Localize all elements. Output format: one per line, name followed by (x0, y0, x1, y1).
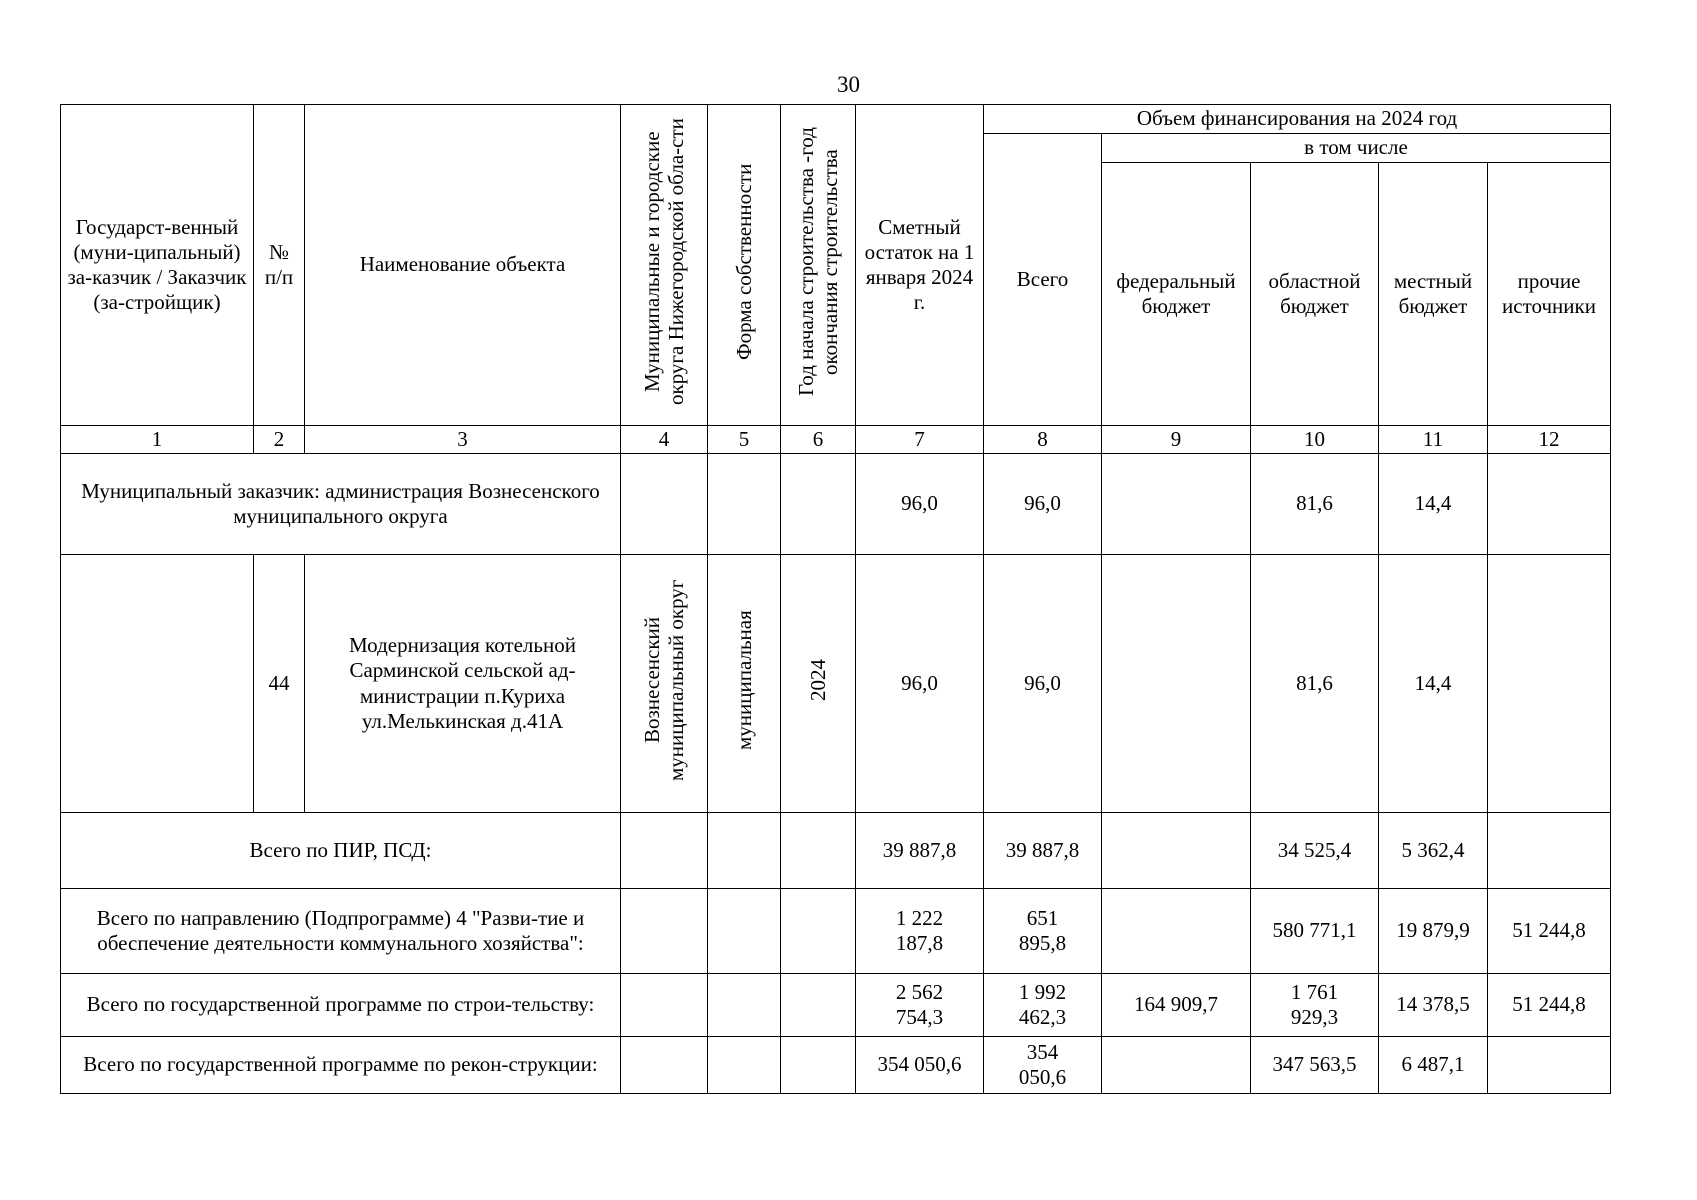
column-number: 4 (621, 426, 708, 454)
column-number: 5 (708, 426, 781, 454)
header-row (61, 105, 1611, 134)
object-ownership: муниципальная (731, 610, 756, 751)
column-number: 12 (1488, 426, 1611, 454)
summary-regional: 347 563,5 (1251, 1037, 1379, 1094)
page-number: 30 (837, 72, 860, 97)
summary-regional: 1 761 929,3 (1251, 974, 1379, 1037)
group-regional: 81,6 (1251, 454, 1379, 555)
summary-empty-cell (708, 889, 781, 974)
group-row (61, 454, 1611, 555)
summary-label: Всего по государственной программе по строи-тельству: (61, 974, 621, 1037)
summary-empty-cell (708, 974, 781, 1037)
summary-other: 51 244,8 (1488, 974, 1611, 1037)
header-number: № п/п (254, 105, 305, 426)
header-regional: областной бюджет (1251, 163, 1379, 426)
summary-total: 354 050,6 (984, 1037, 1102, 1094)
summary-regional: 580 771,1 (1251, 889, 1379, 974)
summary-total: 651 895,8 (984, 889, 1102, 974)
header-municipality-cell (621, 105, 708, 426)
object-name: Модернизация котельной Сарминской сельской ад-министрации п.Куриха ул.Мелькинская д.41А (305, 555, 621, 813)
header-estimate: Сметный остаток на 1 января 2024 г. (856, 105, 984, 426)
group-municipality (621, 454, 708, 555)
summary-empty-cell (708, 1037, 781, 1094)
group-label: Муниципальный заказчик: администрация Вознесенского муниципального округа (61, 454, 621, 555)
group-other (1488, 454, 1611, 555)
summary-empty-cell (781, 813, 856, 889)
header-years-cell (781, 105, 856, 426)
summary-other (1488, 1037, 1611, 1094)
summary-empty-cell (621, 1037, 708, 1094)
summary-label: Всего по направлению (Подпрограмме) 4 "Разви-тие и обеспечение деятельности коммунального хозяйства": (61, 889, 621, 974)
object-row (61, 555, 1611, 813)
object-total: 96,0 (984, 555, 1102, 813)
summary-empty-cell (621, 889, 708, 974)
summary-empty-cell (781, 889, 856, 974)
summary-empty-cell (621, 974, 708, 1037)
column-number: 1 (61, 426, 254, 454)
header-local: местный бюджет (1379, 163, 1488, 426)
summary-label: Всего по государственной программе по рекон-струкции: (61, 1037, 621, 1094)
header-federal: федеральный бюджет (1102, 163, 1251, 426)
summary-row (61, 974, 1611, 1037)
group-years (781, 454, 856, 555)
object-number: 44 (254, 555, 305, 813)
summary-estimate: 1 222 187,8 (856, 889, 984, 974)
summary-local: 5 362,4 (1379, 813, 1488, 889)
summary-total: 1 992 462,3 (984, 974, 1102, 1037)
summary-local: 14 378,5 (1379, 974, 1488, 1037)
summary-row (61, 889, 1611, 974)
object-estimate: 96,0 (856, 555, 984, 813)
summary-federal (1102, 889, 1251, 974)
summary-regional: 34 525,4 (1251, 813, 1379, 889)
object-other (1488, 555, 1611, 813)
summary-row (61, 1037, 1611, 1094)
header-financing: Объем финансирования на 2024 год (984, 105, 1611, 134)
column-number: 7 (856, 426, 984, 454)
object-years-cell (781, 555, 856, 813)
header-other: прочие источники (1488, 163, 1611, 426)
group-estimate: 96,0 (856, 454, 984, 555)
group-federal (1102, 454, 1251, 555)
header-object-name: Наименование объекта (305, 105, 621, 426)
header-municipality: Муниципальные и городские округа Нижегородской обла-сти (639, 118, 688, 406)
summary-federal (1102, 813, 1251, 889)
object-regional: 81,6 (1251, 555, 1379, 813)
object-customer (61, 555, 254, 813)
object-federal (1102, 555, 1251, 813)
column-number-row (61, 426, 1611, 454)
column-number: 10 (1251, 426, 1379, 454)
summary-estimate: 2 562 754,3 (856, 974, 984, 1037)
summary-other (1488, 813, 1611, 889)
group-ownership (708, 454, 781, 555)
summary-empty-cell (781, 974, 856, 1037)
header-years: Год начала строительства -год окончания строительства (793, 127, 842, 397)
column-number: 6 (781, 426, 856, 454)
group-total: 96,0 (984, 454, 1102, 555)
header-ownership: Форма собственности (731, 163, 756, 361)
summary-local: 6 487,1 (1379, 1037, 1488, 1094)
header-ownership-cell (708, 105, 781, 426)
column-number: 2 (254, 426, 305, 454)
column-number: 8 (984, 426, 1102, 454)
object-local: 14,4 (1379, 555, 1488, 813)
financing-table (60, 104, 1611, 1094)
summary-empty-cell (781, 1037, 856, 1094)
object-years: 2024 (805, 659, 830, 702)
summary-estimate: 39 887,8 (856, 813, 984, 889)
column-number: 9 (1102, 426, 1251, 454)
summary-estimate: 354 050,6 (856, 1037, 984, 1094)
summary-federal (1102, 1037, 1251, 1094)
header-including: в том числе (1102, 134, 1611, 163)
object-municipality: Вознесенский муниципальный округ (639, 579, 688, 782)
column-number: 3 (305, 426, 621, 454)
summary-other: 51 244,8 (1488, 889, 1611, 974)
object-municipality-cell (621, 555, 708, 813)
summary-local: 19 879,9 (1379, 889, 1488, 974)
object-ownership-cell (708, 555, 781, 813)
group-local: 14,4 (1379, 454, 1488, 555)
header-total: Всего (984, 134, 1102, 426)
summary-label: Всего по ПИР, ПСД: (61, 813, 621, 889)
column-number: 11 (1379, 426, 1488, 454)
summary-empty-cell (708, 813, 781, 889)
summary-total: 39 887,8 (984, 813, 1102, 889)
header-customer: Государст-венный (муни-ципальный) за-казчик / Заказчик (за-стройщик) (61, 105, 254, 426)
summary-row (61, 813, 1611, 889)
summary-empty-cell (621, 813, 708, 889)
summary-federal: 164 909,7 (1102, 974, 1251, 1037)
